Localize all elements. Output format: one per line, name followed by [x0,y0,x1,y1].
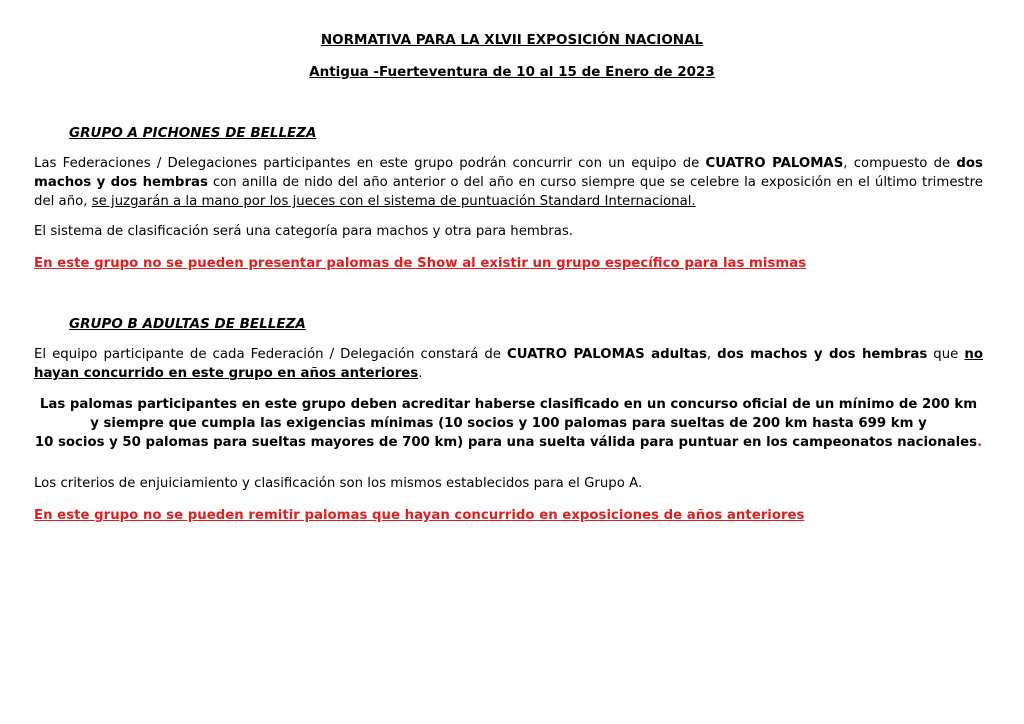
text-segment: 10 socios y 50 palomas para sueltas mayores de 700 km) para una suelta válida para puntuar en los campeonatos nacionales [34,435,978,450]
requirements-line-1: Las palomas participantes en este grupo deben acreditar haberse clasificado en un concurso oficial de un mínimo de 200 km [39,397,978,412]
text-segment: Las Federaciones / Delegaciones participantes en este grupo podrán concurrir con un equipo de [34,156,706,171]
group-b-paragraph-1 [34,345,983,383]
bold-segment: dos machos y dos hembras [717,347,928,362]
text-segment: El equipo participante de cada Federación / Delegación constará de [34,347,508,362]
document-subtitle: Antigua -Fuerteventura de 10 al 15 de Enero de 2023 [309,64,715,80]
text-segment: , compuesto de [843,156,957,171]
text-segment: que [927,347,965,362]
text-segment: , [706,347,718,362]
group-b-paragraph-3: Los criterios de enjuiciamiento y clasificación son los mismos establecidos para el Grupo A. [34,476,643,491]
text-segment: . [418,366,423,381]
bold-segment: CUATRO PALOMAS adultas [507,347,707,362]
bold-underlined-segment: no hayan concurrido en este grupo en años anteriores [34,347,983,381]
group-a-heading: GRUPO A PICHONES DE BELLEZA [69,125,317,141]
requirements-line-2: y siempre que cumpla las exigencias mínimas (10 socios y 100 palomas para sueltas de 200 km hasta 699 km y [90,416,927,431]
group-b-requirements [34,395,983,452]
requirements-line-3 [34,433,983,452]
red-period: . [977,435,983,450]
group-a-paragraph-2: El sistema de clasificación será una categoría para machos y otra para hembras. [34,224,574,239]
bold-segment: dos machos y dos hembras [34,156,983,190]
document-title: NORMATIVA PARA LA XLVII EXPOSICIÓN NACIONAL [320,32,704,48]
group-b-warning: En este grupo no se pueden remitir palomas que hayan concurrido en exposiciones de años anteriores [34,508,805,523]
underlined-segment: se juzgarán a la mano por los jueces con el sistema de puntuación Standard Internacional. [91,194,696,209]
text-segment: con anilla de nido del año anterior o del año en curso siempre que se celebre la exposición en el último trimestre del año, [34,175,983,209]
bold-segment: CUATRO PALOMAS [705,156,844,171]
group-a-warning: En este grupo no se pueden presentar palomas de Show al existir un grupo específico para las mismas [34,256,807,271]
group-a-paragraph-1 [34,154,983,211]
group-b-heading: GRUPO B ADULTAS DE BELLEZA [69,316,306,332]
